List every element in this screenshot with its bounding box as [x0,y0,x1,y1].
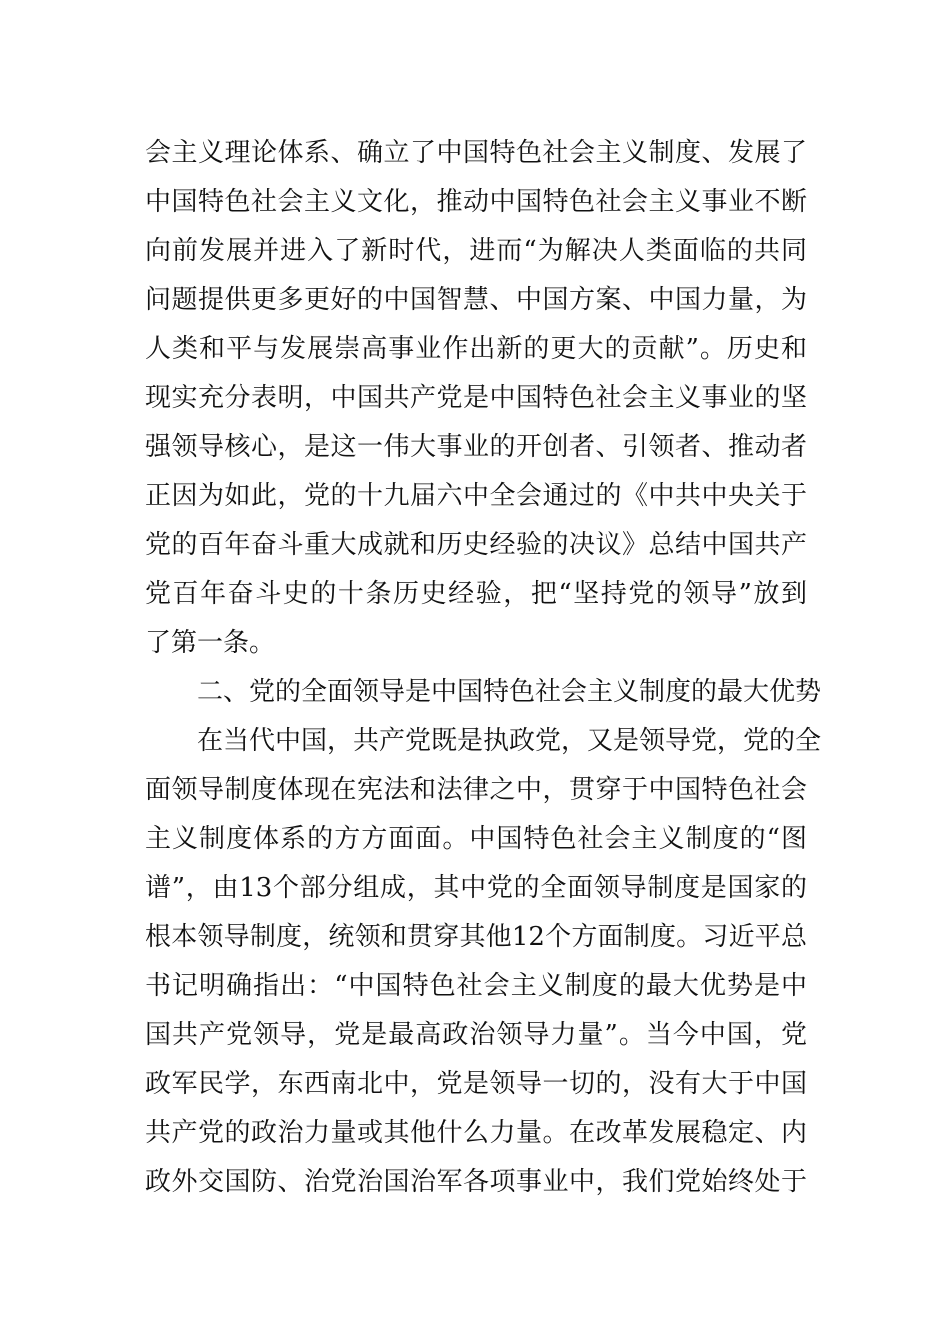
text-line: 正因为如此，党的十九届六中全会通过的《中共中央关于 [145,481,807,511]
text-line: 在当代中国，共产党既是执政党，又是领导党，党的全 [197,726,822,756]
text-line: 党的百年奋斗重大成就和历史经验的决议》总结中国共产 [145,530,807,560]
text-line: 问题提供更多更好的中国智慧、中国方案、中国力量，为 [145,285,807,315]
section-heading: 二、党的全面领导是中国特色社会主义制度的最大优势 [197,677,822,707]
text-line: 根本领导制度，统领和贯穿其他12个方面制度。习近平总 [145,922,807,952]
text-line: 谱”，由13个部分组成，其中党的全面领导制度是国家的 [145,873,807,903]
text-line: 会主义理论体系、确立了中国特色社会主义制度、发展了 [145,138,807,168]
text-line: 强领导核心，是这一伟大事业的开创者、引领者、推动者 [145,432,807,462]
text-line: 中国特色社会主义文化，推动中国特色社会主义事业不断 [145,187,807,217]
text-line: 党百年奋斗史的十条历史经验，把“坚持党的领导”放到 [145,579,807,609]
text-line: 面领导制度体现在宪法和法律之中，贯穿于中国特色社会 [145,775,807,805]
text-line: 书记明确指出：“中国特色社会主义制度的最大优势是中 [145,971,807,1001]
text-line: 共产党的政治力量或其他什么力量。在改革发展稳定、内 [145,1118,807,1148]
text-line: 人类和平与发展崇高事业作出新的更大的贡献”。历史和 [145,334,807,364]
text-line: 向前发展并进入了新时代，进而“为解决人类面临的共同 [145,236,807,266]
text-line: 政军民学，东西南北中，党是领导一切的，没有大于中国 [145,1069,807,1099]
text-line: 主义制度体系的方方面面。中国特色社会主义制度的“图 [145,824,807,854]
text-line: 政外交国防、治党治国治军各项事业中，我们党始终处于 [145,1167,807,1197]
text-line: 现实充分表明，中国共产党是中国特色社会主义事业的坚 [145,383,807,413]
text-line: 国共产党领导，党是最高政治领导力量”。当今中国，党 [145,1020,807,1050]
text-line: 了第一条。 [145,628,276,658]
